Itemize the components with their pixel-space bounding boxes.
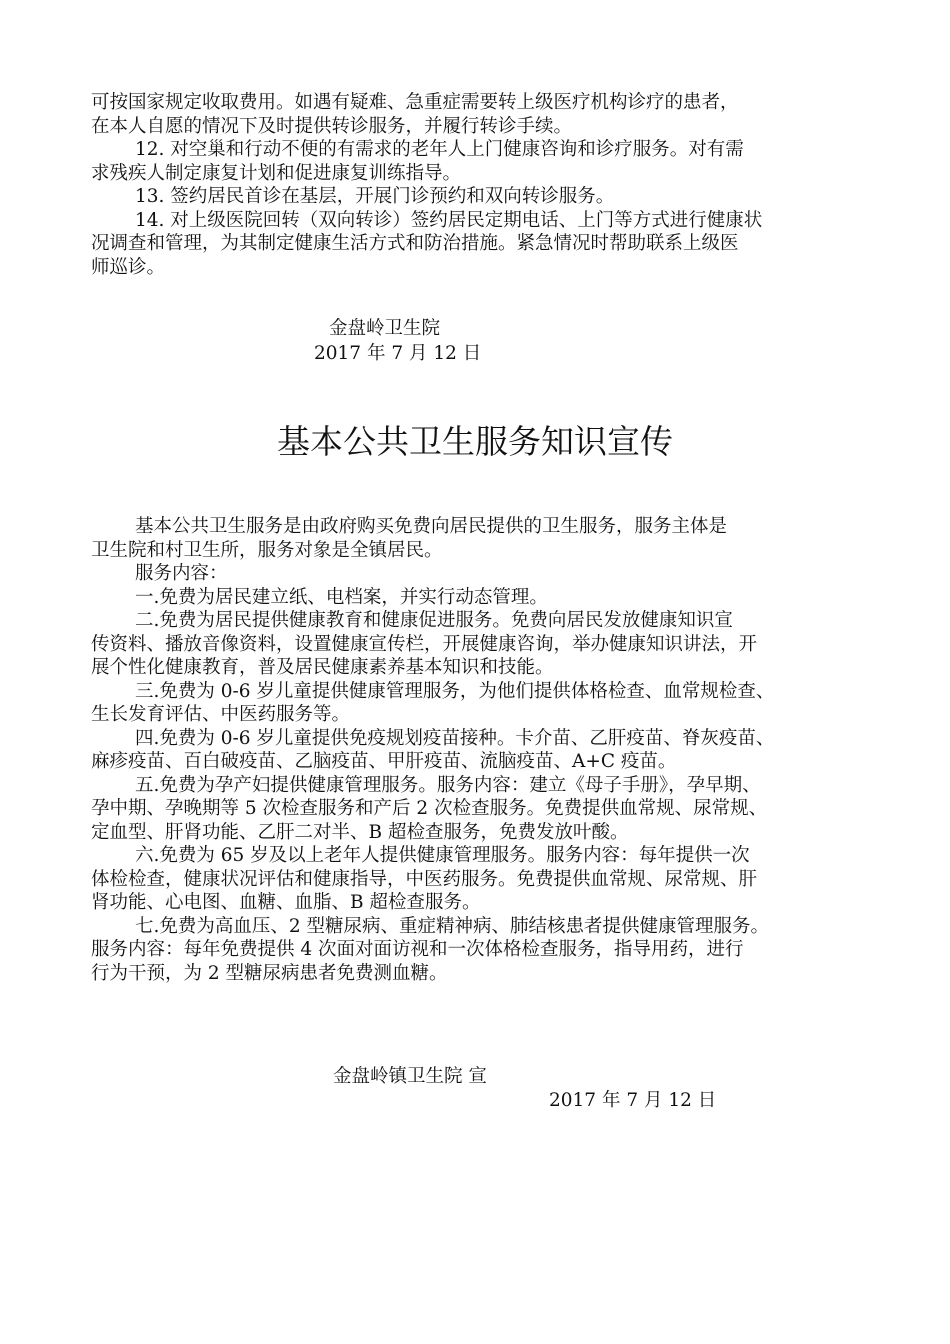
intro-line: 基本公共卫生服务是由政府购买免费向居民提供的卫生服务，服务主体是 <box>135 516 728 537</box>
text-line: 服务内容：每年免费提供 4 次面对面访视和一次体格检查服务，指导用药，进行 <box>91 939 744 960</box>
text-line: 体检检查，健康状况评估和健康指导，中医药服务。免费提供血常规、尿常规、肝 <box>91 868 758 890</box>
item-2-line: 二.免费为居民提供健康教育和健康促进服务。免费向居民发放健康知识宣 <box>135 610 733 631</box>
item-4-line: 四.免费为 0-6 岁儿童提供免疫规划疫苗接种。卡介苗、乙肝疫苗、脊灰疫苗、 <box>135 727 775 749</box>
text-line: 求残疾人制定康复计划和促进康复训练指导。 <box>91 162 462 184</box>
text-line: 麻疹疫苗、百白破疫苗、乙脑疫苗、甲肝疫苗、流脑疫苗、A+C 疫苗。 <box>91 751 677 772</box>
signature-org: 金盘岭镇卫生院 宣 <box>333 1066 487 1087</box>
service-content-heading: 服务内容： <box>135 563 228 584</box>
text-line: 行为干预，为 2 型糖尿病患者免费测血糖。 <box>91 962 448 984</box>
page-title: 基本公共卫生服务知识宣传 <box>277 422 673 461</box>
signature-date: 2017 年 7 月 12 日 <box>549 1090 717 1111</box>
signature-org: 金盘岭卫生院 <box>329 318 441 339</box>
text-line: 生长发育评估、中医药服务等。 <box>91 704 351 725</box>
item-1-line: 一.免费为居民建立纸、电档案，并实行动态管理。 <box>135 586 548 608</box>
item-13-line: 13. 签约居民首诊在基层，开展门诊预约和双向转诊服务。 <box>135 186 615 207</box>
item-7-line: 七.免费为高血压、2 型糖尿病、重症精神病、肺结核患者提供健康管理服务。 <box>135 915 770 937</box>
text-line: 肾功能、心电图、血糖、血脂、B 超检查服务。 <box>91 892 481 913</box>
service-terms-continued <box>91 91 871 279</box>
text-line: 展个性化健康教育，普及居民健康素养基本知识和技能。 <box>91 657 554 678</box>
text-line: 可按国家规定收取费用。如遇有疑难、急重症需要转上级医疗机构诊疗的患者， <box>91 92 739 113</box>
item-14-line: 14. 对上级医院回转（双向转诊）签约居民定期电话、上门等方式进行健康状 <box>135 209 763 231</box>
item-6-line: 六.免费为 65 岁及以上老年人提供健康管理服务。服务内容：每年提供一次 <box>135 845 750 866</box>
text-line: 在本人自愿的情况下及时提供转诊服务，并履行转诊手续。 <box>91 115 573 137</box>
text-line: 孕中期、孕晚期等 5 次检查服务和产后 2 次检查服务。免费提供血常规、尿常规、 <box>91 798 768 819</box>
text-line: 传资料、播放音像资料，设置健康宣传栏，开展健康咨询，举办健康知识讲法，开 <box>91 633 758 655</box>
signature-date: 2017 年 7 月 12 日 <box>314 343 482 364</box>
publicity-body <box>91 515 871 985</box>
text-line: 卫生院和村卫生所，服务对象是全镇居民。 <box>91 539 443 561</box>
item-12-line: 12. 对空巢和行动不便的有需求的老年人上门健康咨询和诊疗服务。对有需 <box>135 139 744 160</box>
text-line: 定血型、肝肾功能、乙肝二对半、B 超检查服务，免费发放叶酸。 <box>91 821 629 843</box>
item-5-line: 五.免费为孕产妇提供健康管理服务。服务内容：建立《母子手册》，孕早期、 <box>135 774 761 796</box>
text-line: 师巡诊。 <box>91 256 166 278</box>
text-line: 况调查和管理，为其制定健康生活方式和防治措施。紧急情况时帮助联系上级医 <box>91 233 739 254</box>
item-3-line: 三.免费为 0-6 岁儿童提供健康管理服务，为他们提供体格检查、血常规检查、 <box>135 680 775 702</box>
